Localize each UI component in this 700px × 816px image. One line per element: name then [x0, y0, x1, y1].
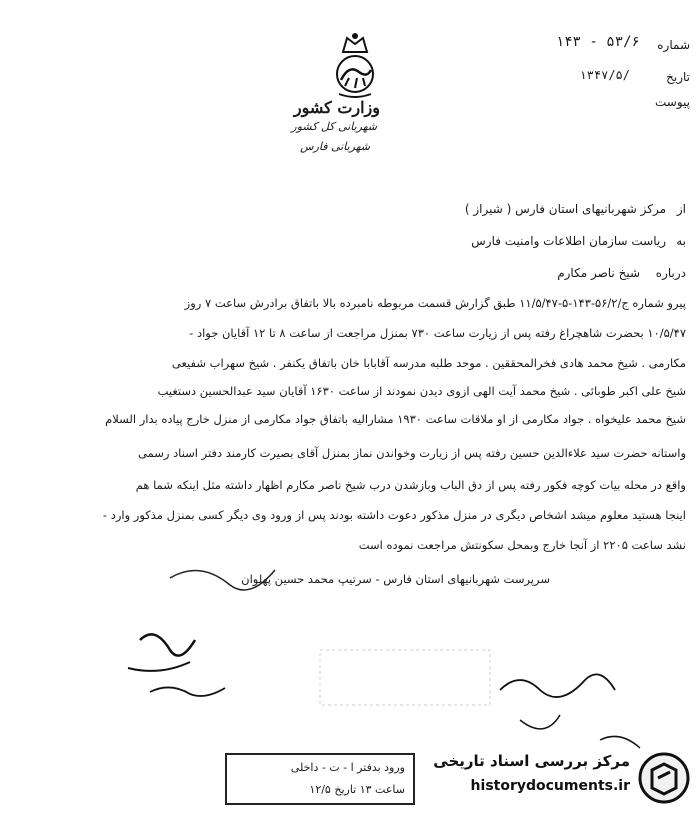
watermark-url: historydocuments.ir	[470, 778, 630, 794]
body-line: واستانه حضرت سید علاءالدین حسین رفته پس از زیارت وخواندن نماز بمنزل آقای بصیرت کارمند دفتر اسناد رسمی	[137, 446, 686, 460]
body-line: ۱۰/۵/۴۷ بحضرت شاهچراغ رفته پس از زیارت ساعت ۷۳۰ بمنزل مراجعت از ساعت ۸ تا ۱۲ آقایان جواد -	[189, 326, 686, 340]
history-documents-logo-icon	[638, 752, 690, 804]
sub-office-fars-police: شهربانی فارس	[300, 140, 370, 153]
number-value: ۱۴۳ - ۵۳/۶	[555, 34, 640, 50]
watermark	[420, 748, 690, 806]
ministry-title: وزارت کشور	[293, 98, 380, 117]
body-line: پیرو شماره ج/۵۶/۲-۱۴۳-۵-۱۱/۵/۴۷ طبق گزارش قسمت مربوطه نامبرده بالا باتفاق برادرش ساعت ۷ روز	[184, 296, 686, 310]
to-label: به	[676, 234, 686, 248]
registration-stamp	[225, 753, 415, 805]
to-value: ریاست سازمان اطلاعات وامنیت فارس	[471, 234, 666, 248]
from-label: از	[676, 202, 686, 216]
stamp-line-1: ورود بدفتر ا - ت - داخلی	[290, 761, 405, 774]
number-label: شماره	[657, 38, 690, 52]
signatory-line: سرپرست شهربانیهای استان فارس - سرتیپ محمد حسین پهلوان	[241, 572, 550, 586]
body-line: شیخ محمد علیخواه . جواد مکارمی از او ملاقات ساعت ۱۹۳۰ مشارالیه باتفاق جواد مکارمی از منزل خارج پیاده بدار السلام	[105, 412, 686, 426]
attachment-label: پیوست	[655, 95, 690, 109]
from-value: مرکز شهربانیهای استان فارس ( شیراز )	[464, 202, 666, 216]
date-label: تاریخ	[666, 70, 690, 84]
body-line: مکارمی . شیخ محمد هادی فخرالمحققین . موحد طلبه مدرسه آقابابا خان باتفاق یکنفر . شیخ سهراب شفیعی	[171, 356, 686, 370]
about-label: درباره	[655, 266, 686, 280]
date-value: ۱۳۴۷/۵/	[579, 68, 630, 82]
body-line: نشد ساعت ۲۲۰۵ از آنجا خارج وبمحل سکونتش مراجعت نموده است	[358, 538, 686, 552]
about-value: شیخ ناصر مکارم	[557, 266, 640, 280]
stamp-line-2: ساعت ۱۳ تاریخ ۱۲/۵	[309, 783, 405, 796]
sub-office-national-police: شهربانی کل کشور	[291, 120, 377, 133]
body-line: اینجا هستید معلوم میشد اشخاص دیگری در منزل مذکور دعوت داشته بودند پس از ورود وی دیگر کسی بمنزل مذکور وارد -	[102, 508, 686, 522]
lion-and-sun-emblem-icon	[325, 30, 385, 102]
body-line: شیخ علی اکبر طوبائی . شیخ محمد آیت الهی ازوی دیدن نمودند از ساعت ۱۶۳۰ آقایان سید عبدالحسین دستغیب	[157, 384, 686, 398]
watermark-text: مرکز بررسی اسناد تاریخی	[433, 752, 630, 770]
body-line: واقع در محله بیات کوچه فکور رفته پس از دق الباب وبازشدن درب شیخ ناصر مکارم اظهار داشته مثل اینکه شما هم	[135, 478, 686, 492]
